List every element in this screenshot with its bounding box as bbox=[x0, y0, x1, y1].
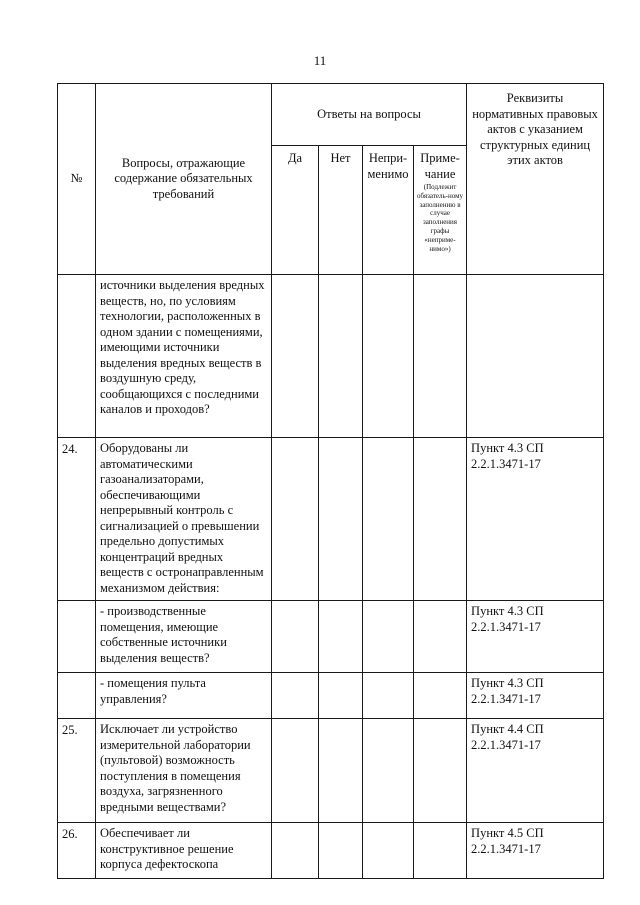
answer-note-cell[interactable] bbox=[414, 438, 467, 601]
answer-yes-cell[interactable] bbox=[272, 275, 319, 438]
answer-no-cell[interactable] bbox=[319, 719, 363, 823]
answer-yes-cell[interactable] bbox=[272, 438, 319, 601]
header-note-label: Приме-чание bbox=[420, 151, 460, 181]
answer-na-cell[interactable] bbox=[363, 823, 414, 879]
answer-note-cell[interactable] bbox=[414, 673, 467, 719]
answer-note-cell[interactable] bbox=[414, 601, 467, 673]
table-row bbox=[58, 275, 604, 438]
answer-na-cell[interactable] bbox=[363, 438, 414, 601]
answer-na-cell[interactable] bbox=[363, 673, 414, 719]
answer-yes-cell[interactable] bbox=[272, 601, 319, 673]
row-question: источники выделения вредных веществ, но, по условиям технологии, расположенных в одном здании с помещениями, имеющими источники выделения вредных веществ в воздушную среду, сообщающихся с последними каналов и проходов? bbox=[96, 275, 272, 438]
answer-na-cell[interactable] bbox=[363, 719, 414, 823]
answer-yes-cell[interactable] bbox=[272, 673, 319, 719]
row-reference: Пункт 4.5 СП 2.2.1.3471-17 bbox=[467, 823, 604, 879]
answer-no-cell[interactable] bbox=[319, 673, 363, 719]
row-reference: Пункт 4.3 СП 2.2.1.3471-17 bbox=[467, 601, 604, 673]
answer-no-cell[interactable] bbox=[319, 823, 363, 879]
header-answer-no: Нет bbox=[319, 146, 363, 275]
row-question: Исключает ли устройство измерительной лаборатории (пультовой) возможность поступления в помещения воздуха, загрязненного вредными веществами? bbox=[96, 719, 272, 823]
header-note-subtext: (Подлежит обязатель-ному заполнению в случае заполнения графы «неприме-нимо») bbox=[417, 183, 464, 253]
row-question: Обеспечивает ли конструктивное решение корпуса дефектоскопа bbox=[96, 823, 272, 879]
checklist-table bbox=[57, 83, 604, 879]
answer-note-cell[interactable] bbox=[414, 275, 467, 438]
header-answers: Ответы на вопросы bbox=[272, 84, 467, 146]
row-question: - помещения пульта управления? bbox=[96, 673, 272, 719]
row-reference: Пункт 4.3 СП 2.2.1.3471-17 bbox=[467, 438, 604, 601]
row-number bbox=[58, 601, 96, 673]
table-row bbox=[58, 719, 604, 823]
row-question: Оборудованы ли автоматическими газоанализаторами, обеспечивающими непрерывный контроль с сигнализацией о превышении предельно допустимых концентраций вредных веществ с остронаправленным механизмом действия: bbox=[96, 438, 272, 601]
header-answer-note bbox=[414, 146, 467, 275]
answer-no-cell[interactable] bbox=[319, 438, 363, 601]
answer-na-cell[interactable] bbox=[363, 275, 414, 438]
header-answer-not-applicable: Непри-менимо bbox=[363, 146, 414, 275]
header-references: Реквизиты нормативных правовых актов с указанием структурных единиц этих актов bbox=[467, 84, 604, 275]
row-number: 25. bbox=[58, 719, 96, 823]
answer-yes-cell[interactable] bbox=[272, 719, 319, 823]
row-number bbox=[58, 275, 96, 438]
answer-no-cell[interactable] bbox=[319, 601, 363, 673]
header-answer-yes: Да bbox=[272, 146, 319, 275]
row-reference: Пункт 4.4 СП 2.2.1.3471-17 bbox=[467, 719, 604, 823]
row-number: 26. bbox=[58, 823, 96, 879]
table-row bbox=[58, 438, 604, 601]
row-reference: Пункт 4.3 СП 2.2.1.3471-17 bbox=[467, 673, 604, 719]
answer-note-cell[interactable] bbox=[414, 719, 467, 823]
page-number: 11 bbox=[313, 53, 327, 68]
answer-no-cell[interactable] bbox=[319, 275, 363, 438]
answer-yes-cell[interactable] bbox=[272, 823, 319, 879]
table-row bbox=[58, 673, 604, 719]
header-questions: Вопросы, отражающие содержание обязательных требований bbox=[96, 84, 272, 275]
row-reference bbox=[467, 275, 604, 438]
row-question: - производственные помещения, имеющие собственные источники выделения веществ? bbox=[96, 601, 272, 673]
table-row bbox=[58, 601, 604, 673]
answer-note-cell[interactable] bbox=[414, 823, 467, 879]
row-number bbox=[58, 673, 96, 719]
answer-na-cell[interactable] bbox=[363, 601, 414, 673]
table-row bbox=[58, 823, 604, 879]
row-number: 24. bbox=[58, 438, 96, 601]
header-number: № bbox=[58, 84, 96, 275]
